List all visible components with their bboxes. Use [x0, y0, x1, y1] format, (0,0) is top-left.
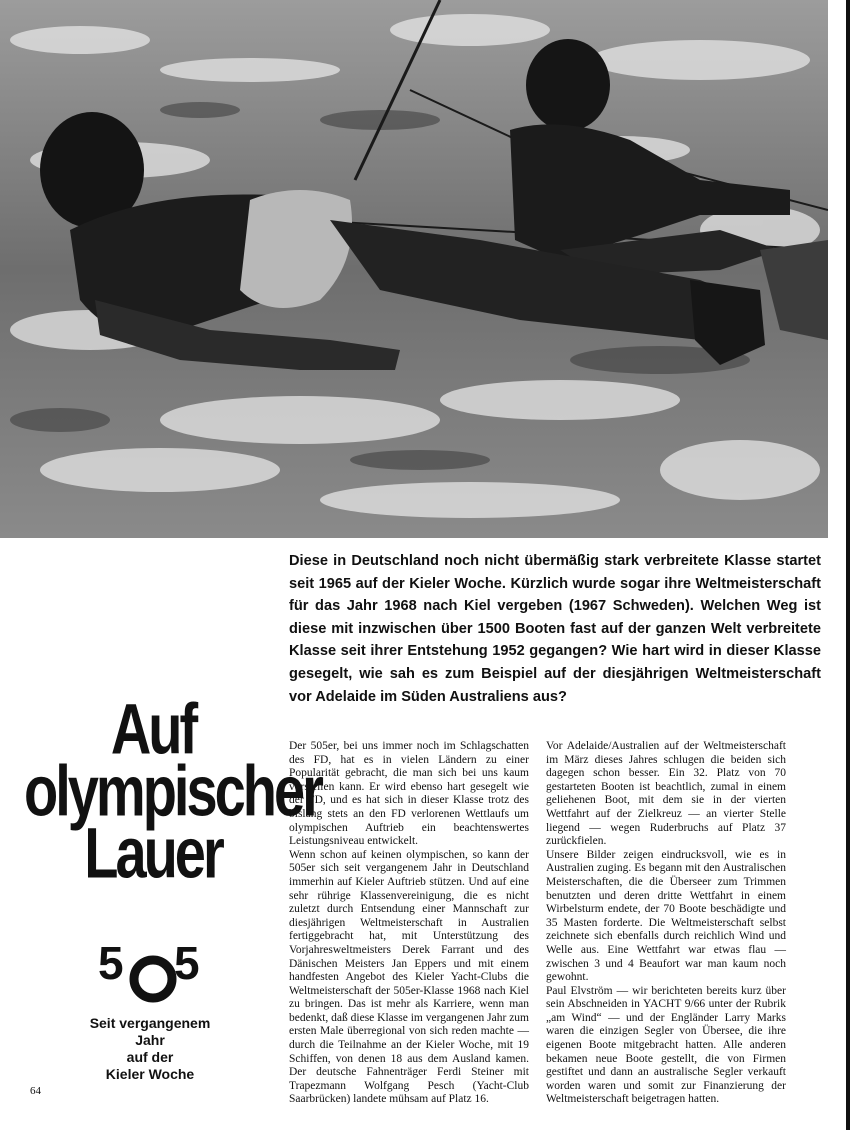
svg-text:5: 5: [174, 937, 200, 989]
headline-line-2: olympischer: [24, 750, 321, 831]
sailors-trapezing-photo: [0, 0, 828, 538]
subtitle-line-2: Jahr: [135, 1032, 165, 1048]
article-column-2: [546, 740, 786, 1107]
column2-paragraph-1: Vor Adelaide/Australien auf der Weltmeisterschaft im März dieses Jahres schlugen die beiden sich dagegen schon besser. Ein 32. Platz von 70 gestarteten Booten ist beachtlich, zumal in einem geliehenen Boot, mit dem sie in der vierten Wettfahrt auf der Zielkreuz — an vierter Stelle liegend — wegen Ruderbruchs auf Platz 37 zurückfielen.: [546, 740, 786, 848]
column1-paragraph-2: Wenn schon auf keinen olympischen, so kann der 505er sich seit vergangenem Jahr in Deutschland immerhin auf Kieler Auftrieb stützen. Und auf eine sehr rührige Klassenvereinigung, die es nicht zuletzt durch Entsendung einer Mannschaft zur diesjährigen Weltmeisterschaft in Australien fertiggebracht hat, mit Unterstützung des Vorjahresweltmeisters Derek Farrant und des Dänischen Meisters Jan Eppers und mit einem handfesten Angebot des Kieler Yacht-Clubs die Weltmeisterschaft der 505er-Klasse 1968 nach Kiel zu bringen. Das ist mehr als Karriere, wenn man bedenkt, daß diese Klasse im vergangenen Jahr zum ersten Male überregional von sich reden machte — durch die Teilnahme an der Kieler Woche, mit 19 Schiffen, von denen 18 aus dem Ausland kamen. Der deutsche Fahnenträger Ferdi Steiner mit Trapezmann Wolfgang Pesch (Yacht-Club Saarbrücken) landete mühsam auf Platz 16.: [289, 848, 529, 1106]
headline-line-1: Auf: [110, 688, 196, 769]
subtitle-line-3: auf der: [126, 1049, 174, 1065]
headline-line-3: Lauer: [84, 812, 222, 893]
column2-paragraph-3: Paul Elvström — wir berichteten bereits kurz über sein Abschneiden in YACHT 9/66 unter der Rubrik „am Wind“ — und der Engländer Larry Marks waren die einzigen Segler von Übersee, die ihre eigenen Boote mitgebracht hatten. Alle anderen bekamen neue Boote gestellt, die von Firmen gestiftet und dann an australische Segler verkauft worden waren und somit zur Finanzierung der Weltmeisterschaft beigetragen hatten.: [546, 984, 786, 1106]
subtitle-line-4: Kieler Woche: [105, 1066, 195, 1082]
headline: [24, 688, 321, 893]
svg-text:5: 5: [98, 937, 124, 989]
column2-paragraph-2: Unsere Bilder zeigen eindrucksvoll, wie es in Australien zuging. Es begann mit den Australischen Meisterschaften, die die Überseer zum Trimmen benutzten und deren dritte Wettfahrt in einem Wirbelsturm endete, der 70 Boote beschädigte und 35 Masten forderte. Die Weltmeisterschaft selbst zeichnete sich ebenfalls durch reichlich Wind und Welle aus. Eine Wettfahrt war etwas flau — zwischen 3 und 4 Beaufort war man kaum noch gewohnt.: [546, 848, 786, 984]
column1-paragraph-1: Der 505er, bei uns immer noch im Schlagschatten des FD, hat es in vielen Ländern zu einer Popularität gebracht, die man sich bei uns kaum vorstellen kann. Er wird ebenso hart gesegelt wie der FD, und es hat sich in dieser Klasse trotz des bislang stets an den FD verlorenen Wettlaufs um olympischen Auftrieb ein beachtenswertes Leistungsniveau entwickelt.: [289, 740, 529, 848]
lead-paragraph: Diese in Deutschland noch nicht übermäßig stark verbreitete Klasse startet seit 1965 auf der Kieler Woche. Kürzlich wurde sogar ihre Weltmeisterschaft für das Jahr 1968 nach Kiel vergeben (1967 Schweden). Welchen Weg ist diese mit inzwischen über 1500 Booten fast auf der ganzen Welt verbreitete Klasse seit ihrer Entstehung 1952 gegangen? Wie hart wird in dieser Klasse gesegelt, wie sah es zum Beispiel auf der diesjährigen Weltmeisterschaft vor Adelaide im Süden Australiens aus?: [289, 553, 821, 705]
page-number: 64: [30, 1085, 41, 1097]
page-edge-bar: [846, 0, 850, 1130]
subtitle-line-1: Seit vergangenem: [89, 1015, 211, 1031]
article-column-1: [289, 740, 529, 1107]
subtitle: [70, 1015, 230, 1083]
class-505-logo: [94, 935, 212, 1005]
